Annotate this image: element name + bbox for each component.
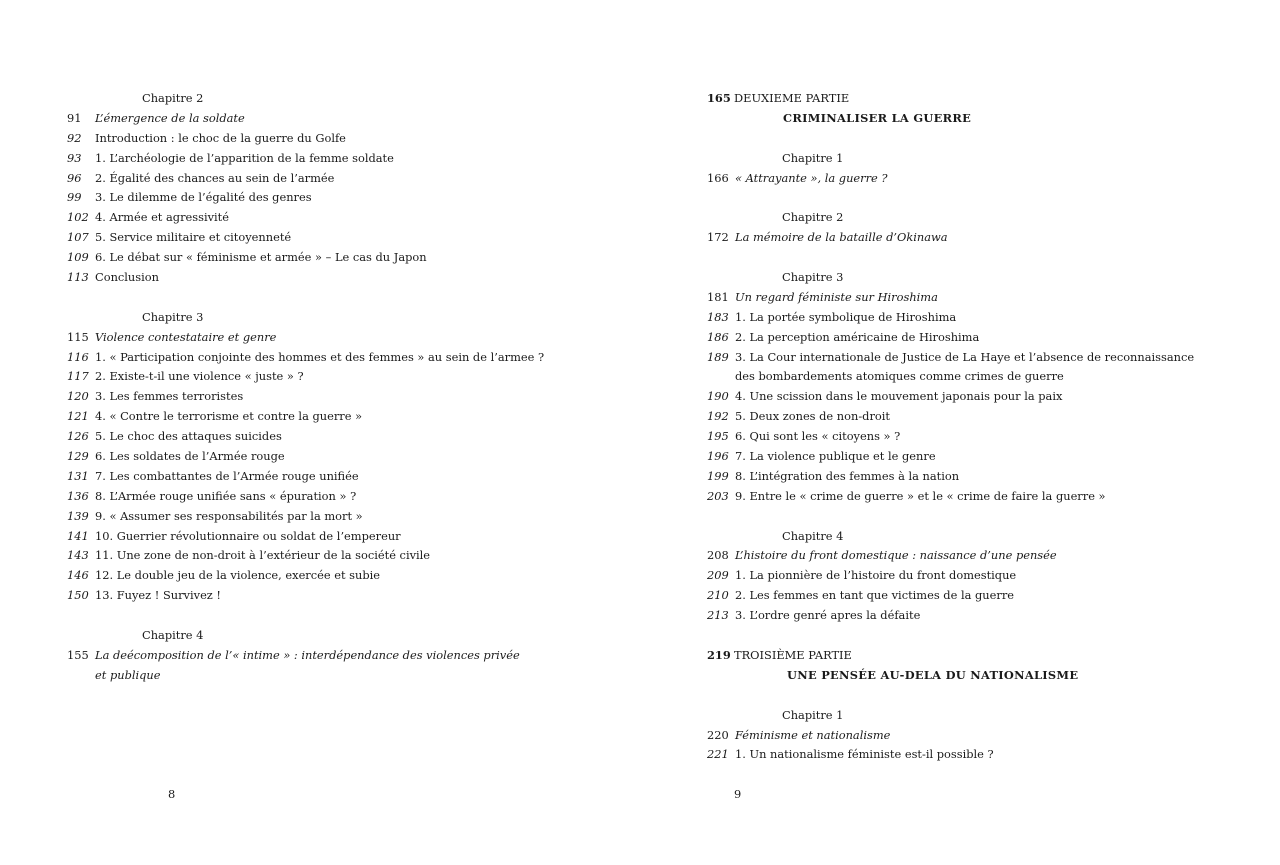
toc-entry-title: 10. Guerrier révolutionnaire ou soldat de l’empereur bbox=[95, 528, 401, 543]
toc-entry bbox=[707, 328, 1247, 348]
toc-entry bbox=[67, 407, 627, 427]
toc-entry-title: 3. Les femmes terroristes bbox=[95, 389, 244, 404]
toc-entry-title: 3. La Cour internationale de Justice de La Haye et l’absence de reconnaissance bbox=[735, 349, 1195, 364]
toc-page-number: 115 bbox=[67, 329, 89, 344]
toc-entry-title: 1. La portée symbolique de Hiroshima bbox=[735, 309, 957, 324]
toc-entry bbox=[707, 745, 1247, 765]
toc-page-number: 210 bbox=[707, 588, 729, 603]
toc-page-number: 220 bbox=[707, 727, 729, 742]
chapter-heading: Chapitre 3 bbox=[782, 270, 844, 285]
toc-entry bbox=[67, 447, 627, 467]
toc-entry bbox=[707, 407, 1247, 427]
toc-entry-title: 6. Qui sont les « citoyens » ? bbox=[735, 429, 901, 444]
toc-page-number: 183 bbox=[707, 309, 729, 324]
toc-entry bbox=[67, 169, 627, 189]
toc-page-number: 192 bbox=[707, 409, 729, 424]
toc-entry bbox=[707, 427, 1247, 447]
toc-entry-title: Introduction : le choc de la guerre du Golfe bbox=[95, 130, 346, 145]
toc-entry bbox=[67, 427, 627, 447]
toc-entry-title: TROISIÈME PARTIE bbox=[734, 647, 852, 662]
toc-entry bbox=[67, 527, 627, 547]
toc-entry-title: « Attrayante », la guerre ? bbox=[735, 170, 888, 185]
toc-entry bbox=[67, 566, 627, 586]
toc-entry bbox=[707, 726, 1247, 746]
toc-page-number: 92 bbox=[67, 130, 82, 145]
toc-entry-title: 1. « Participation conjointe des hommes et des femmes » au sein de l’armee ? bbox=[95, 349, 545, 364]
toc-entry-title: 5. Deux zones de non-droit bbox=[735, 409, 890, 424]
part-title: UNE PENSÉE AU-DELA DU NATIONALISME bbox=[787, 667, 1079, 682]
part-title: CRIMINALISER LA GUERRE bbox=[783, 110, 972, 125]
toc-entry bbox=[707, 566, 1247, 586]
chapter-heading: Chapitre 4 bbox=[782, 528, 844, 543]
toc-entry bbox=[67, 507, 627, 527]
toc-entry-title: Un regard féministe sur Hiroshima bbox=[735, 289, 938, 304]
toc-entry-title: 8. L’intégration des femmes à la nation bbox=[735, 468, 960, 483]
toc-page-number: 195 bbox=[707, 429, 729, 444]
right-page-number: 9 bbox=[734, 787, 742, 801]
toc-entry bbox=[707, 447, 1247, 467]
toc-entry bbox=[67, 328, 627, 348]
chapter-heading: Chapitre 3 bbox=[142, 309, 204, 324]
toc-entry-title: L’émergence de la soldate bbox=[95, 110, 245, 125]
spacer bbox=[707, 188, 1247, 208]
toc-entry-continuation: et publique bbox=[95, 667, 161, 682]
toc-page-number: 155 bbox=[67, 647, 89, 662]
toc-entry-title: 5. Service militaire et citoyenneté bbox=[95, 230, 292, 245]
toc-entry bbox=[707, 228, 1247, 248]
toc-page-number: 221 bbox=[707, 747, 729, 762]
toc-entry-title: 3. Le dilemme de l’égalité des genres bbox=[95, 190, 312, 205]
chapter-heading: Chapitre 4 bbox=[142, 628, 204, 643]
toc-entry-title: 4. Une scission dans le mouvement japonais pour la paix bbox=[735, 389, 1063, 404]
chapter-heading: Chapitre 1 bbox=[782, 707, 844, 722]
spacer bbox=[67, 288, 627, 308]
toc-page-number: 150 bbox=[67, 588, 89, 603]
toc-page-number: 209 bbox=[707, 568, 729, 583]
toc-entry-title: 1. La pionnière de l’histoire du front domestique bbox=[735, 568, 1017, 583]
toc-page-number: 203 bbox=[707, 488, 729, 503]
toc-entry-title: 7. Les combattantes de l’Armée rouge unifiée bbox=[95, 468, 359, 483]
toc-entry bbox=[707, 646, 1247, 666]
spacer bbox=[707, 507, 1247, 527]
toc-entry bbox=[707, 348, 1247, 368]
toc-entry bbox=[67, 367, 627, 387]
toc-page-number: 117 bbox=[67, 369, 89, 384]
toc-entry bbox=[67, 129, 627, 149]
toc-entry bbox=[707, 546, 1247, 566]
spacer bbox=[707, 129, 1247, 149]
toc-entry-title: 2. Égalité des chances au sein de l’armée bbox=[95, 170, 335, 185]
toc-entry bbox=[67, 467, 627, 487]
toc-page-number: 113 bbox=[67, 270, 89, 285]
toc-entry bbox=[67, 208, 627, 228]
toc-entry-title: 13. Fuyez ! Survivez ! bbox=[95, 588, 222, 603]
toc-entry-title: 3. L’ordre genré apres la défaite bbox=[735, 608, 921, 623]
toc-entry-title: 9. « Assumer ses responsabilités par la mort » bbox=[95, 508, 363, 523]
toc-page-number: 91 bbox=[67, 110, 82, 125]
toc-entry-title: 2. La perception américaine de Hiroshima bbox=[735, 329, 980, 344]
toc-entry-title: 1. L’archéologie de l’apparition de la femme soldate bbox=[95, 150, 394, 165]
toc-page-number: 141 bbox=[67, 528, 89, 543]
toc-page-number: 109 bbox=[67, 250, 89, 265]
toc-entry bbox=[67, 228, 627, 248]
toc-entry bbox=[67, 646, 627, 666]
toc-entry-title: 2. Les femmes en tant que victimes de la guerre bbox=[735, 588, 1015, 603]
toc-page-number: 196 bbox=[707, 449, 729, 464]
spacer bbox=[707, 626, 1247, 646]
toc-entry bbox=[707, 387, 1247, 407]
left-page-contents bbox=[67, 89, 627, 686]
toc-page-number: 120 bbox=[67, 389, 89, 404]
toc-entry-title: 6. Les soldates de l’Armée rouge bbox=[95, 449, 285, 464]
toc-entry bbox=[67, 348, 627, 368]
chapter-heading: Chapitre 2 bbox=[142, 91, 204, 105]
toc-entry-title: 5. Le choc des attaques suicides bbox=[95, 429, 282, 444]
toc-page-number: 139 bbox=[67, 508, 89, 523]
toc-page-number: 166 bbox=[707, 170, 729, 185]
toc-entry bbox=[707, 606, 1247, 626]
spacer bbox=[707, 686, 1247, 706]
toc-entry-title: 9. Entre le « crime de guerre » et le « crime de faire la guerre » bbox=[735, 488, 1106, 503]
toc-entry bbox=[67, 268, 627, 288]
toc-entry bbox=[707, 288, 1247, 308]
toc-page-number: 190 bbox=[707, 389, 729, 404]
spacer bbox=[707, 248, 1247, 268]
toc-page-number: 131 bbox=[67, 468, 89, 483]
toc-entry bbox=[707, 487, 1247, 507]
toc-entry-title: 11. Une zone de non-droit à l’extérieur de la société civile bbox=[95, 548, 431, 563]
toc-entry-continuation: des bombardements atomiques comme crimes de guerre bbox=[735, 369, 1064, 384]
toc-entry bbox=[67, 109, 627, 129]
toc-page-number: 99 bbox=[67, 190, 82, 205]
toc-page-number: 102 bbox=[67, 210, 89, 225]
toc-entry bbox=[707, 89, 1247, 109]
toc-page-number: 172 bbox=[707, 230, 729, 245]
toc-entry-title: 8. L’Armée rouge unifiée sans « épuration » ? bbox=[95, 488, 357, 503]
toc-entry bbox=[67, 248, 627, 268]
toc-page-number: 213 bbox=[707, 608, 729, 623]
toc-entry-title: L’histoire du front domestique : naissance d’une pensée bbox=[735, 548, 1057, 563]
toc-entry-title: 7. La violence publique et le genre bbox=[735, 449, 936, 464]
spacer bbox=[67, 606, 627, 626]
toc-page-number: 186 bbox=[707, 329, 729, 344]
toc-entry-title: La mémoire de la bataille d’Okinawa bbox=[735, 230, 948, 245]
toc-page-number: 129 bbox=[67, 449, 89, 464]
right-page-contents bbox=[707, 89, 1247, 765]
toc-page-number: 199 bbox=[707, 468, 729, 483]
toc-entry bbox=[67, 188, 627, 208]
toc-page-number: 146 bbox=[67, 568, 89, 583]
toc-page-number: 143 bbox=[67, 548, 89, 563]
toc-page-number: 96 bbox=[67, 170, 82, 185]
toc-entry-title: Violence contestataire et genre bbox=[95, 329, 277, 344]
toc-page-number: 189 bbox=[707, 349, 729, 364]
toc-entry-title: 12. Le double jeu de la violence, exercée et subie bbox=[95, 568, 381, 583]
toc-entry-title: La deécomposition de l’« intime » : interdépendance des violences privée bbox=[95, 647, 520, 662]
toc-page-number: 181 bbox=[707, 289, 729, 304]
toc-entry bbox=[707, 586, 1247, 606]
toc-page-number: 136 bbox=[67, 488, 89, 503]
toc-page-number: 165 bbox=[707, 91, 731, 105]
toc-page-number: 116 bbox=[67, 349, 89, 364]
toc-entry bbox=[707, 467, 1247, 487]
toc-entry-title: 2. Existe-t-il une violence « juste » ? bbox=[95, 369, 304, 384]
toc-page-number: 208 bbox=[707, 548, 729, 563]
toc-entry bbox=[67, 586, 627, 606]
toc-entry-title: 6. Le débat sur « féminisme et armée » – Le cas du Japon bbox=[95, 250, 427, 265]
chapter-heading: Chapitre 1 bbox=[782, 150, 844, 165]
toc-entry-title: DEUXIEME PARTIE bbox=[734, 91, 850, 105]
toc-entry-title: 4. Armée et agressivité bbox=[95, 210, 230, 225]
toc-entry bbox=[67, 149, 627, 169]
toc-entry bbox=[707, 169, 1247, 189]
left-page-number: 8 bbox=[168, 787, 176, 801]
toc-entry-title: Conclusion bbox=[95, 270, 159, 285]
toc-page-number: 219 bbox=[707, 647, 731, 662]
toc-entry bbox=[707, 308, 1247, 328]
toc-page-number: 126 bbox=[67, 429, 89, 444]
toc-entry bbox=[67, 546, 627, 566]
toc-entry-title: Féminisme et nationalisme bbox=[735, 727, 891, 742]
toc-entry-title: 4. « Contre le terrorisme et contre la guerre » bbox=[95, 409, 363, 424]
chapter-heading: Chapitre 2 bbox=[782, 210, 844, 225]
toc-entry-title: 1. Un nationalisme féministe est-il possible ? bbox=[735, 747, 994, 762]
toc-entry bbox=[67, 387, 627, 407]
toc-page-number: 121 bbox=[67, 409, 89, 424]
toc-page-number: 93 bbox=[67, 150, 82, 165]
toc-page-number: 107 bbox=[67, 230, 89, 245]
toc-entry bbox=[67, 487, 627, 507]
